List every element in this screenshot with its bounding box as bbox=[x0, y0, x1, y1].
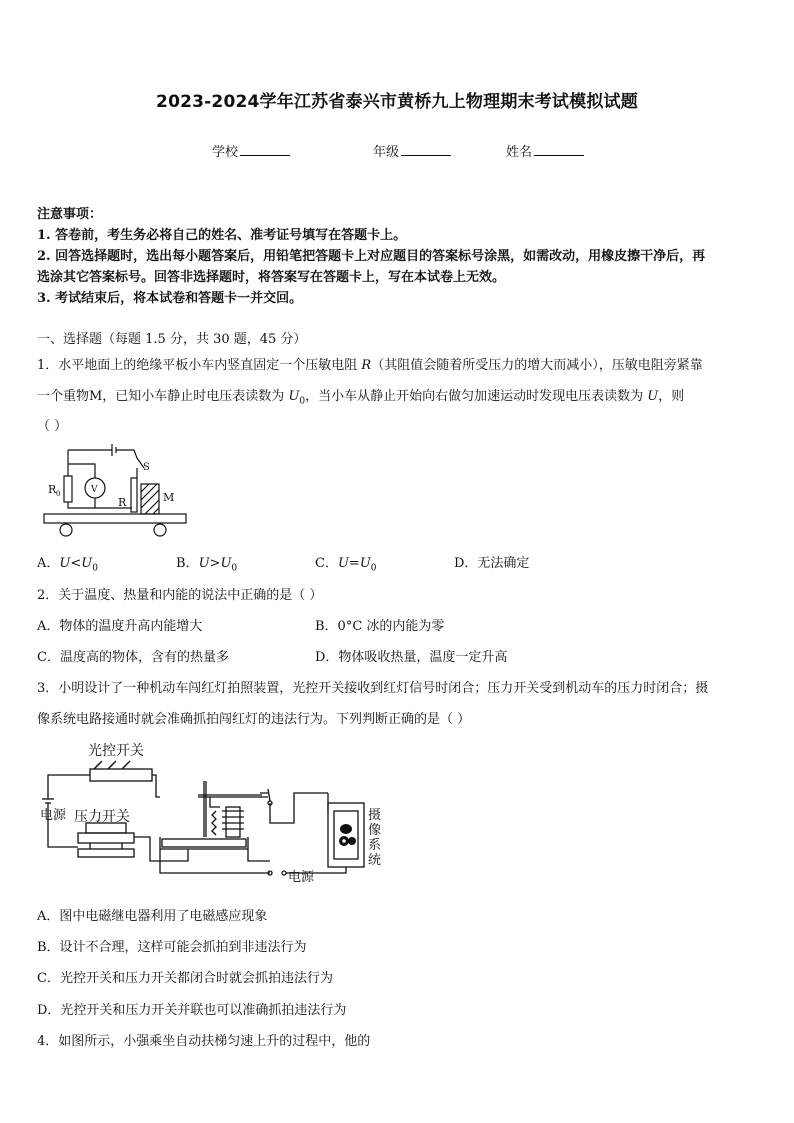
q2-option-a: A．物体的温度升高内能增大 bbox=[37, 619, 203, 634]
name-blank bbox=[534, 143, 584, 156]
q1-option-c-u2: U bbox=[359, 556, 371, 571]
q1-option-c-prefix: C． bbox=[315, 556, 338, 571]
q1-option-a bbox=[37, 552, 98, 574]
q1-option-a-u: U bbox=[59, 556, 71, 571]
q1-option-b-u2: U bbox=[220, 556, 232, 571]
q2-stem: 2．关于温度、热量和内能的说法中正确的是（ ） bbox=[37, 588, 323, 603]
q1-line1 bbox=[37, 354, 703, 373]
q1-option-a-sub: 0 bbox=[92, 563, 98, 574]
q3-option-d: D．光控开关和压力开关并联也可以准确抓拍违法行为 bbox=[37, 1003, 347, 1018]
grade-blank bbox=[401, 143, 451, 156]
camera-system-label-4: 统 bbox=[368, 853, 382, 868]
power-left-label: 电源 bbox=[40, 808, 67, 823]
notice-item-2: 2. 回答选择题时，选出每小题答案后，用铅笔把答题卡上对应题目的答案标号涂黑，如需改动，用橡皮擦干净后，再 bbox=[37, 249, 706, 264]
camera-system-label-2: 像 bbox=[368, 823, 382, 838]
camera-system-label-3: 系 bbox=[368, 838, 382, 853]
grade-label: 年级 bbox=[373, 145, 400, 160]
page-title: 2023-2024学年江苏省泰兴市黄桥九上物理期末考试模拟试题 bbox=[156, 92, 638, 112]
q1-option-b bbox=[176, 552, 237, 574]
q2-option-c: C．温度高的物体，含有的热量多 bbox=[37, 650, 229, 665]
q1-option-c-sub: 0 bbox=[370, 563, 377, 574]
q3-option-b: B．设计不合理，这样可能会抓拍到非违法行为 bbox=[37, 940, 307, 955]
voltmeter-icon: V bbox=[91, 485, 98, 495]
light-switch-label: 光控开关 bbox=[88, 743, 144, 759]
notice-item-2-cont: 选涂其它答案标号。回答非选择题时，将答案写在答题卡上，写在本试卷上无效。 bbox=[37, 270, 506, 285]
school-label: 学校 bbox=[212, 145, 239, 160]
power-bottom-label: 电源 bbox=[288, 870, 315, 885]
q1-var-u: U bbox=[647, 389, 659, 404]
q1-sub-0: 0 bbox=[299, 396, 306, 407]
q1-text-e: ，则 bbox=[658, 389, 685, 404]
grade-field bbox=[373, 141, 451, 160]
school-field bbox=[212, 141, 290, 160]
q1-option-c bbox=[315, 552, 377, 574]
q1-text-d: ，当小车从静止开始向右做匀加速运动时发现电压表读数为 bbox=[305, 389, 648, 404]
q1-option-b-u: U bbox=[198, 556, 210, 571]
q1-option-d: D．无法确定 bbox=[454, 556, 530, 571]
name-field bbox=[506, 141, 584, 160]
q3-line2: 像系统电路接通时就会准确抓拍闯红灯的违法行为。下列判断正确的是（ ） bbox=[37, 712, 471, 727]
q3-option-a: A．图中电磁继电器利用了电磁感应现象 bbox=[37, 909, 268, 924]
q1-var-r: R bbox=[361, 358, 372, 373]
q1-option-b-rel: > bbox=[209, 556, 221, 571]
q1-option-c-u: U bbox=[337, 556, 349, 571]
q1-text-a: 1．水平地面上的绝缘平板小车内竖直固定一个压敏电阻 bbox=[37, 358, 362, 373]
notice-heading: 注意事项： bbox=[37, 207, 103, 222]
q1-fig-label-r0: R bbox=[48, 483, 57, 496]
q1-fig-label-r0-sub: 0 bbox=[56, 490, 61, 498]
q2-option-b: B．0°C 冰的内能为零 bbox=[315, 619, 445, 634]
q2-option-d: D．物体吸收热量，温度一定升高 bbox=[315, 650, 508, 665]
q1-text-b: （其阻值会随着所受压力的增大而减小），压敏电阻旁紧靠 bbox=[371, 358, 703, 373]
camera-system-label-1: 摄 bbox=[368, 808, 382, 823]
q1-fig-label-s: S bbox=[143, 462, 150, 473]
pressure-switch-label: 压力开关 bbox=[74, 809, 130, 825]
section-heading: 一、选择题（每题 1.5 分，共 30 题，45 分） bbox=[37, 332, 307, 347]
q1-fig-label-m: M bbox=[163, 491, 175, 504]
q3-option-c: C．光控开关和压力开关都闭合时就会抓拍违法行为 bbox=[37, 971, 333, 986]
q4-line1: 4．如图所示，小强乘坐自动扶梯匀速上升的过程中，他的 bbox=[37, 1034, 371, 1049]
q1-option-b-prefix: B． bbox=[176, 556, 199, 571]
q1-circuit-figure bbox=[40, 440, 190, 540]
q3-line1: 3．小明设计了一种机动车闯红灯拍照装置，光控开关接收到红灯信号时闭合；压力开关受到机动车的压力时闭合；摄 bbox=[37, 681, 709, 696]
school-blank bbox=[240, 143, 290, 156]
q1-option-b-sub: 0 bbox=[231, 563, 238, 574]
q3-circuit-figure bbox=[38, 737, 388, 887]
q1-option-a-u2: U bbox=[81, 556, 93, 571]
q1-var-u0: U bbox=[288, 389, 300, 404]
q1-line3: （ ） bbox=[37, 419, 68, 434]
camera-icon bbox=[339, 824, 356, 846]
q1-option-a-rel: < bbox=[70, 556, 82, 571]
notice-item-1: 1. 答卷前，考生务必将自己的姓名、准考证号填写在答题卡上。 bbox=[37, 228, 407, 243]
q1-option-a-prefix: A． bbox=[37, 556, 60, 571]
notice-item-3: 3. 考试结束后，将本试卷和答题卡一并交回。 bbox=[37, 291, 303, 306]
q1-line2 bbox=[37, 385, 684, 407]
q1-fig-label-r: R bbox=[118, 496, 127, 509]
q1-option-c-rel: = bbox=[348, 556, 360, 571]
name-label: 姓名 bbox=[506, 145, 533, 160]
q1-text-c: 一个重物M，已知小车静止时电压表读数为 bbox=[37, 389, 289, 404]
